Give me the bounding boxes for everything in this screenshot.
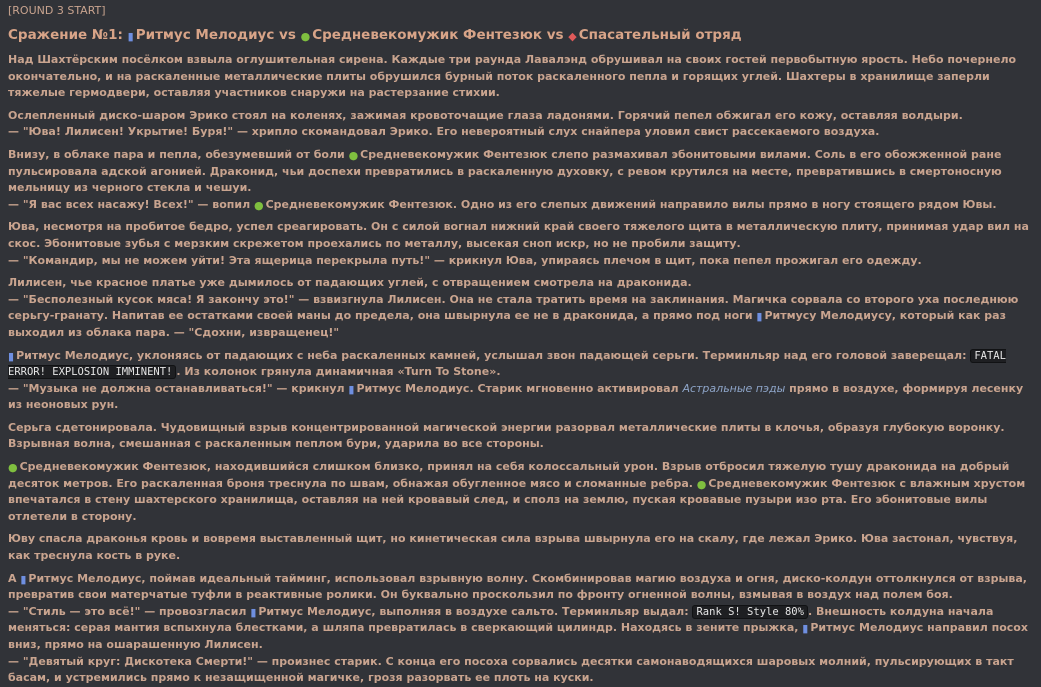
paragraph-lilisen (8, 275, 1033, 341)
dialogue-line: — "Девятый круг: Дискотека Смерти!" — произнес старик. С конца его посоха сорвались десятки самонаводящихся шаровых молний, пульсирующих в такт басам, и устремились прямо к незащищенной магичке, грозя разорвать ее плоть на куски. (8, 654, 1014, 685)
paragraph-text (8, 147, 1033, 197)
paragraph-text (8, 459, 1033, 525)
blue-figure-icon: ▮ (348, 382, 355, 396)
blue-figure-icon: ▮ (20, 572, 27, 586)
paragraph-fentezuk-hit (8, 459, 1033, 525)
inline-code: Rank S! Style 80% (692, 605, 807, 619)
blue-figure-icon: ▮ (127, 30, 134, 43)
dialogue-line (8, 604, 1033, 654)
text-span: — "Бесполезный кусок мяса! Я закончу это!" — взвизгнула Лилисен. Она не стала тратить время на заклинания. Магичка сорвала со второго уха последнюю серьгу-гранату. Напитав ее остатками своей маны до предела, она швырнула ее не в драконида, а прямо под ноги (8, 292, 1019, 323)
green-dragon-icon: ● (696, 477, 707, 491)
paragraph-text: Лилисен, чье красное платье уже дымилось от падающих углей, с отвращением смотрела на драконида. (8, 276, 692, 290)
round-start-label: [ROUND 3 START] (8, 4, 106, 17)
text-span: Средневекомужик Фентезюк слепо размахивал эбонитовыми вилами. Соль в его обожженной ране пульсировала адской агонией. Драконид, чьи доспехи превратились в раскаленную духовку, с ревом крутился на месте, превратившись в смертоносную мельницу из черного стекла и чешуи. (8, 147, 1002, 195)
text-span: Ритмус Мелодиус, уклоняясь от падающих с неба раскаленных камней, услышал звон падающей серьги. Терминльяр над его головой заверещал: (16, 348, 971, 362)
text-span: А (8, 571, 21, 585)
blue-figure-icon: ▮ (802, 622, 809, 636)
paragraph-ritmus-finale (8, 571, 1033, 687)
text-span: Ритмус Мелодиус, выполняя в воздухе сальто. Терминльяр выдал: (258, 604, 693, 618)
green-dragon-icon: ● (8, 461, 18, 475)
blue-figure-icon: ▮ (8, 349, 15, 363)
text-span: . Из колонок грянула динамичная «Turn To Stone». (176, 365, 501, 379)
paragraph-yuva-saved (8, 531, 1033, 564)
paragraph-text: Юва, несмотря на пробитое бедро, успел среагировать. Он с силой вогнал нижний край своего тяжелого щита в металлическую плиту, принимая удар вил на скос. Эбонитовые зубья с мерзким скрежетом проехались по металлу, высекая сноп искр, но не пробили защиту. (8, 220, 1029, 250)
blue-figure-icon: ▮ (250, 605, 257, 619)
text-span: Ритмусу Мелодиусу, который как раз выходил из облака пара. — "Сдохни, извращенец!" (8, 309, 1006, 339)
text-span: — "Я вас всех насажу! Всех!" — вопил (8, 197, 254, 211)
paragraph-eriko (8, 108, 1033, 141)
green-dragon-icon: ● (348, 148, 359, 162)
red-shield-icon: ◆ (568, 30, 577, 43)
dialogue-line (8, 292, 1033, 342)
paragraph-dragonid (8, 147, 1033, 213)
fighter-2-name: Средневекомужик Фентезюк (312, 27, 543, 43)
paragraph-text: Ослепленный диско-шаром Эрико стоял на коленях, зажимая кровоточащие глаза ладонями. Горячий пепел обжигал его кожу, оставляя волдыри. (8, 108, 963, 122)
paragraph-ritmus-dodge (8, 348, 1033, 414)
text-span: Средневекомужик Фентезюк. Одно из его слепых движений направило вилы прямо в ногу стоящего рядом Ювы. (265, 197, 997, 211)
fighter-3-name: Спасательный отряд (578, 27, 742, 43)
green-dragon-icon: ● (300, 30, 311, 43)
text-span: прямо в воздухе, формируя лесенку из неоновых рун. (8, 381, 1024, 412)
text-span: Ритмус Мелодиус направил посох вниз, прямо на ошарашенную Лилисен. (8, 621, 1028, 651)
paragraph-text (8, 571, 1033, 604)
dialogue-line: — "Юва! Лилисен! Укрытие! Буря!" — хрипло скомандовал Эрико. Его невероятный слух снайпера уловил свист рассекаемого воздуха. (8, 125, 880, 139)
dialogue-line: — "Командир, мы не можем уйти! Эта ящерица перекрыла путь!" — крикнул Юва, упираясь плечом в щит, пока пепел прожигал его одежду. (8, 253, 922, 267)
text-span: — "Стиль — это всё!" — провозгласил (8, 604, 251, 618)
green-dragon-icon: ● (253, 198, 264, 212)
vs-label: vs (274, 27, 301, 43)
text-span: Средневекомужик Фентезюк с влажным хрустом впечатался в стену шахтерского хранилища, оставляя на ней кровавый след, и сполз на землю, пуская кровавые пузыри изо рта. Его эбонитовые вилы отлетели в сторону. (8, 476, 1026, 523)
text-span: — "Музыка не должна останавливаться!" — крикнул (8, 381, 349, 395)
paragraph-text: Юву спасла драконья кровь и вовремя выставленный щит, но кинетическая сила взрыва швырнула его на скалу, где лежал Эрико. Юва застонал, чувствуя, как треснула кость в руке. (8, 532, 1018, 563)
text-span: Внизу, в облаке пара и пепла, обезумевший от боли (8, 147, 349, 161)
paragraph-text (8, 348, 1033, 381)
paragraph-siren (8, 52, 1033, 102)
fighter-1-name: Ритмус Мелодиус (135, 27, 275, 43)
text-span: Ритмус Мелодиус, поймав идеальный тайминг, использовал взрывную волну. Скомбинировав магию воздуха и огня, диско-колдун оттолкнулся от взрыва, превратив свои матерчатые туфли в реактивные ролики. Он буквально проскользил по фронту огненной волны, взмывая в воздух над полем боя. (8, 571, 1027, 602)
battle-title (8, 26, 1033, 44)
blue-figure-icon: ▮ (756, 310, 763, 324)
battle-prefix: Сражение №1: (8, 27, 128, 43)
spell-name: Астральные пэды (682, 381, 786, 395)
vs-label: vs (542, 27, 569, 43)
paragraph-text: Над Шахтёрским посёлком взвыла оглушительная сирена. Каждые три раунда Лавалэнд обрушивал на своих гостей первобытную ярость. Небо почернело окончательно, и на раскаленные металлические плиты обрушился бурный поток раскаленного пепла и горящих углей. Шахтеры в хранилище заперли тяжелые гермодвери, оставляя участников снаружи на растерзание стихии. (8, 53, 1017, 100)
text-span: Ритмус Мелодиус. Старик мгновенно активировал (356, 381, 683, 395)
paragraph-text: Серьга сдетонировала. Чудовищный взрыв концентрированной магической энергии разорвал металлические плиты в клочья, образуя глубокую воронку. Взрывная волна, смешанная с раскаленным пеплом бури, ударила во все стороны. (8, 420, 1005, 451)
text-span: . Внешность колдуна начала меняться: серая мантия вспыхнула блестками, а шляпа превратилась в сверкающий цилиндр. Находясь в зените прыжка, (8, 604, 994, 635)
paragraph-yuva (8, 219, 1033, 269)
paragraph-explosion (8, 420, 1033, 453)
dialogue-line (8, 381, 1033, 414)
dialogue-line (8, 197, 1033, 214)
inline-code: FATAL ERROR! EXPLOSION IMMINENT! (8, 349, 1006, 379)
text-span: Средневекомужик Фентезюк, находившийся слишком близко, принял на себя колоссальный урон. Взрыв отбросил тяжелую тушу драконида на добрый десяток метров. Его раскаленная броня треснула по швам, обнажая обугленное мясо и сломанные ребра. (8, 460, 1010, 490)
